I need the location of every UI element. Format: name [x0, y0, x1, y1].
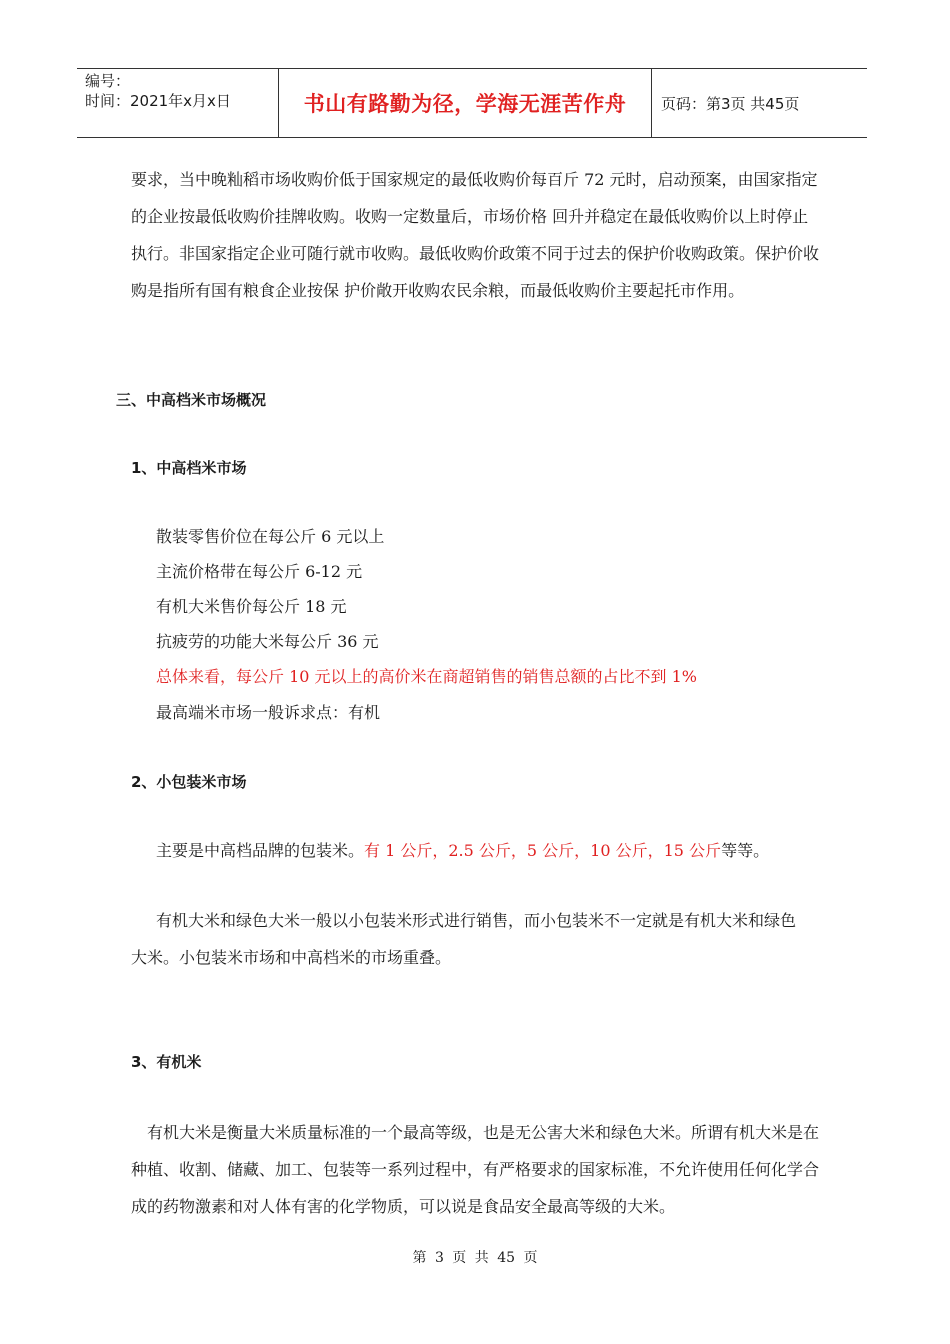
header-motto: 书山有路勤为径，学海无涯苦作舟 — [303, 92, 627, 116]
list-item: 有机大米售价每公斤 18 元 — [156, 597, 347, 616]
list-item: 主流价格带在每公斤 6-12 元 — [156, 562, 363, 581]
header-page-code: 页码：第3页 共45页 — [661, 94, 800, 113]
organic-rice-paragraph: 有机大米是衡量大米质量标准的一个最高等级，也是无公害大米和绿色大米。所谓有机大米是在种植、收割、储藏、加工、包装等一系列过程中，有严格要求的国家标准，不允许使用任何化学合成的药物激素和对人体有害的化学物质，可以说是食品安全最高等级的大米。 — [131, 1123, 820, 1216]
time-label: 时间：2021年x月x日 — [85, 92, 231, 110]
package-sizes: 有 1 公斤，2.5 公斤，5 公斤，10 公斤，15 公斤 — [364, 841, 722, 860]
page-header — [77, 68, 867, 138]
subsection-title: 1、中高档米市场 — [131, 459, 247, 477]
subsection-title: 3、有机米 — [131, 1053, 202, 1071]
package-sizes-line — [156, 841, 769, 861]
subsection-title: 2、小包装米市场 — [131, 773, 247, 791]
number-label: 编号： — [85, 72, 131, 90]
highlight-line: 总体来看，每公斤 10 元以上的高价米在商超销售的销售总额的占比不到 1% — [156, 667, 698, 686]
list-item: 抗疲劳的功能大米每公斤 36 元 — [156, 632, 379, 651]
small-package-paragraph: 有机大米和绿色大米一般以小包装米形式进行销售，而小包装米不一定就是有机大米和绿色大米。小包装米市场和中高档米的市场重叠。 — [131, 911, 797, 967]
intro-paragraph: 要求，当中晚籼稻市场收购价低于国家规定的最低收购价每百斤 72 元时，启动预案，由国家指定的企业按最低收购价挂牌收购。收购一定数量后，市场价格 回升并稳定在最低收购价以上时停止执行。非国家指定企业可随行就市收购。最低收购价政策不同于过去的保护价收购政策。保护价收购是指所有国有粮食企业按保 护价敞开收购农民余粮，而最低收购价主要起托市作用。 — [131, 170, 820, 300]
header-left-cell — [85, 71, 280, 111]
list-item: 最高端米市场一般诉求点：有机 — [156, 703, 381, 722]
line-prefix: 主要是中高档品牌的包装米。 — [156, 841, 365, 860]
section-title: 三、中高档米市场概况 — [116, 391, 267, 409]
line-suffix: 等等。 — [721, 841, 770, 860]
page-footer: 第 3 页 共 45 页 — [412, 1250, 538, 1266]
list-item: 散装零售价位在每公斤 6 元以上 — [156, 527, 385, 546]
header-divider — [651, 69, 652, 137]
